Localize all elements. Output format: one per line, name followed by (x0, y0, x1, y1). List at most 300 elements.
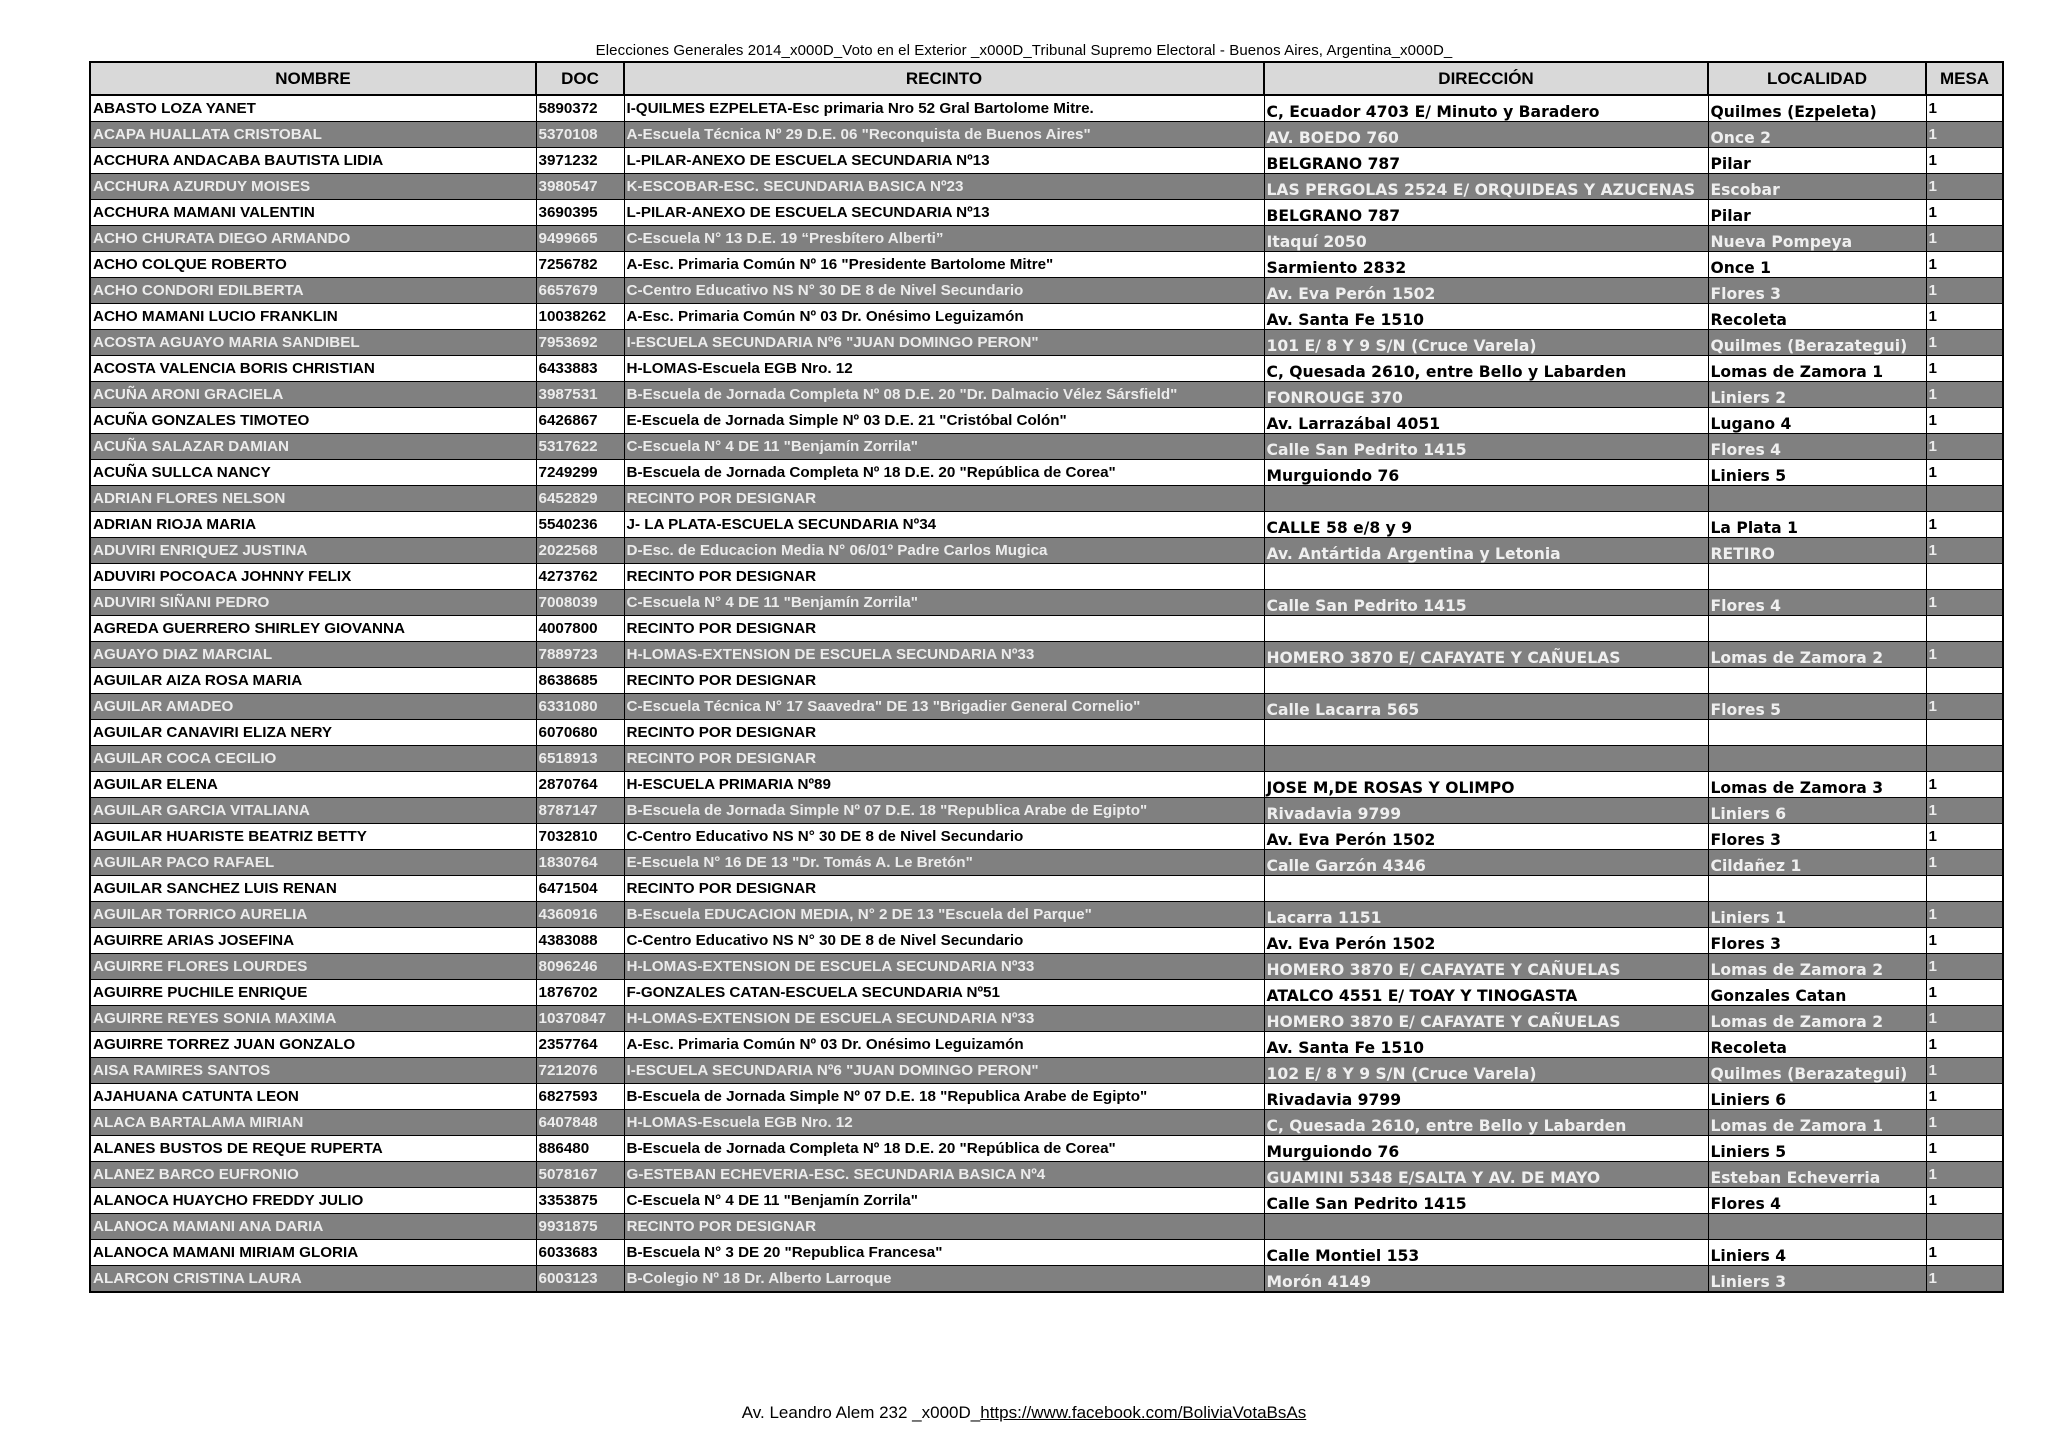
cell-mesa (1926, 616, 2003, 642)
cell-nombre: AGUILAR GARCIA VITALIANA (90, 798, 536, 824)
cell-nombre: AGUIRRE TORREZ JUAN GONZALO (90, 1032, 536, 1058)
cell-mesa: 1 (1926, 1110, 2003, 1136)
cell-direccion: Av. Eva Perón 1502 (1264, 824, 1708, 850)
cell-nombre: AGUIRRE PUCHILE ENRIQUE (90, 980, 536, 1006)
cell-recinto: C-Centro Educativo NS N° 30 DE 8 de Nivel Secundario (624, 928, 1264, 954)
cell-direccion: Av. Antártida Argentina y Letonia (1264, 538, 1708, 564)
cell-recinto: L-PILAR-ANEXO DE ESCUELA SECUNDARIA Nº13 (624, 148, 1264, 174)
cell-nombre: ADRIAN RIOJA MARIA (90, 512, 536, 538)
cell-localidad: Flores 3 (1708, 824, 1926, 850)
cell-mesa: 1 (1926, 1084, 2003, 1110)
cell-doc: 6433883 (536, 356, 624, 382)
cell-localidad: Flores 4 (1708, 1188, 1926, 1214)
cell-doc: 6331080 (536, 694, 624, 720)
column-header-recinto: RECINTO (624, 62, 1264, 95)
cell-recinto: H-LOMAS-EXTENSION DE ESCUELA SECUNDARIA Nº33 (624, 954, 1264, 980)
table-row (90, 226, 2003, 252)
cell-nombre: AGUIRRE REYES SONIA MAXIMA (90, 1006, 536, 1032)
cell-mesa: 1 (1926, 1136, 2003, 1162)
table-row (90, 408, 2003, 434)
cell-direccion (1264, 1214, 1708, 1240)
cell-localidad: Liniers 6 (1708, 1084, 1926, 1110)
cell-direccion: C, Quesada 2610, entre Bello y Labarden (1264, 356, 1708, 382)
cell-doc: 1876702 (536, 980, 624, 1006)
cell-localidad: Nueva Pompeya (1708, 226, 1926, 252)
cell-doc: 1830764 (536, 850, 624, 876)
column-header-nombre: NOMBRE (90, 62, 536, 95)
cell-recinto: RECINTO POR DESIGNAR (624, 720, 1264, 746)
cell-nombre: AGUIRRE ARIAS JOSEFINA (90, 928, 536, 954)
cell-direccion: Av. Larrazábal 4051 (1264, 408, 1708, 434)
table-row (90, 1162, 2003, 1188)
cell-mesa: 1 (1926, 278, 2003, 304)
cell-mesa: 1 (1926, 1240, 2003, 1266)
cell-mesa: 1 (1926, 538, 2003, 564)
cell-nombre: ACUÑA SULLCA NANCY (90, 460, 536, 486)
cell-nombre: AGUILAR AIZA ROSA MARIA (90, 668, 536, 694)
table-row (90, 356, 2003, 382)
cell-nombre: ADRIAN FLORES NELSON (90, 486, 536, 512)
cell-direccion: Itaquí 2050 (1264, 226, 1708, 252)
cell-doc: 3980547 (536, 174, 624, 200)
cell-direccion: Calle Garzón 4346 (1264, 850, 1708, 876)
table-row (90, 1188, 2003, 1214)
table-row (90, 330, 2003, 356)
cell-localidad: Esteban Echeverria (1708, 1162, 1926, 1188)
cell-mesa (1926, 1214, 2003, 1240)
cell-nombre: ADUVIRI SIÑANI PEDRO (90, 590, 536, 616)
cell-recinto: C-Centro Educativo NS N° 30 DE 8 de Nivel Secundario (624, 824, 1264, 850)
cell-mesa: 1 (1926, 954, 2003, 980)
cell-doc: 4360916 (536, 902, 624, 928)
table-row (90, 1240, 2003, 1266)
cell-mesa: 1 (1926, 512, 2003, 538)
cell-nombre: ACUÑA ARONI GRACIELA (90, 382, 536, 408)
table-row (90, 954, 2003, 980)
cell-nombre: AGUAYO DIAZ MARCIAL (90, 642, 536, 668)
cell-localidad: La Plata 1 (1708, 512, 1926, 538)
cell-direccion (1264, 564, 1708, 590)
cell-mesa: 1 (1926, 694, 2003, 720)
cell-mesa (1926, 668, 2003, 694)
table-row (90, 668, 2003, 694)
column-header-doc: DOC (536, 62, 624, 95)
cell-direccion: Rivadavia 9799 (1264, 798, 1708, 824)
cell-localidad: Gonzales Catan (1708, 980, 1926, 1006)
cell-direccion: GUAMINI 5348 E/SALTA Y AV. DE MAYO (1264, 1162, 1708, 1188)
cell-direccion: Rivadavia 9799 (1264, 1084, 1708, 1110)
table-row (90, 694, 2003, 720)
cell-mesa: 1 (1926, 226, 2003, 252)
cell-direccion: AV. BOEDO 760 (1264, 122, 1708, 148)
cell-recinto: I-ESCUELA SECUNDARIA Nº6 "JUAN DOMINGO PERON" (624, 330, 1264, 356)
cell-direccion (1264, 486, 1708, 512)
table-body (90, 95, 2003, 1292)
table-row (90, 746, 2003, 772)
table-row (90, 1084, 2003, 1110)
cell-recinto: E-Escuela de Jornada Simple Nº 03 D.E. 21 "Cristóbal Colón" (624, 408, 1264, 434)
cell-mesa: 1 (1926, 1058, 2003, 1084)
cell-doc: 7953692 (536, 330, 624, 356)
table-row (90, 122, 2003, 148)
cell-localidad: Lomas de Zamora 2 (1708, 954, 1926, 980)
table-row (90, 278, 2003, 304)
table-row (90, 95, 2003, 122)
cell-doc: 3690395 (536, 200, 624, 226)
cell-nombre: AGREDA GUERRERO SHIRLEY GIOVANNA (90, 616, 536, 642)
cell-recinto: F-GONZALES CATAN-ESCUELA SECUNDARIA Nº51 (624, 980, 1264, 1006)
cell-mesa: 1 (1926, 902, 2003, 928)
cell-doc: 5370108 (536, 122, 624, 148)
cell-mesa: 1 (1926, 1006, 2003, 1032)
cell-direccion: LAS PERGOLAS 2524 E/ ORQUIDEAS Y AZUCENAS (1264, 174, 1708, 200)
cell-recinto: C-Escuela N° 13 D.E. 19 “Presbítero Alberti” (624, 226, 1264, 252)
table-row (90, 616, 2003, 642)
cell-nombre: ALANEZ BARCO EUFRONIO (90, 1162, 536, 1188)
cell-localidad: Flores 4 (1708, 434, 1926, 460)
cell-nombre: AGUILAR TORRICO AURELIA (90, 902, 536, 928)
cell-nombre: ALANES BUSTOS DE REQUE RUPERTA (90, 1136, 536, 1162)
cell-recinto: A-Escuela Técnica Nº 29 D.E. 06 "Reconquista de Buenos Aires" (624, 122, 1264, 148)
cell-doc: 6518913 (536, 746, 624, 772)
table-row (90, 460, 2003, 486)
cell-doc: 6827593 (536, 1084, 624, 1110)
cell-doc: 6471504 (536, 876, 624, 902)
cell-direccion (1264, 668, 1708, 694)
cell-recinto: H-LOMAS-EXTENSION DE ESCUELA SECUNDARIA Nº33 (624, 642, 1264, 668)
cell-doc: 6070680 (536, 720, 624, 746)
cell-mesa: 1 (1926, 382, 2003, 408)
cell-localidad: RETIRO (1708, 538, 1926, 564)
cell-recinto: E-Escuela N° 16 DE 13 "Dr. Tomás A. Le Bretón" (624, 850, 1264, 876)
cell-doc: 2357764 (536, 1032, 624, 1058)
cell-direccion: BELGRANO 787 (1264, 200, 1708, 226)
cell-nombre: ALARCON CRISTINA LAURA (90, 1266, 536, 1293)
cell-recinto: C-Escuela N° 4 DE 11 "Benjamín Zorrila" (624, 1188, 1264, 1214)
cell-doc: 6657679 (536, 278, 624, 304)
cell-doc: 7249299 (536, 460, 624, 486)
cell-direccion: ATALCO 4551 E/ TOAY Y TINOGASTA (1264, 980, 1708, 1006)
cell-mesa: 1 (1926, 798, 2003, 824)
cell-localidad: Escobar (1708, 174, 1926, 200)
cell-nombre: ACCHURA AZURDUY MOISES (90, 174, 536, 200)
cell-direccion: Av. Santa Fe 1510 (1264, 1032, 1708, 1058)
cell-recinto: B-Escuela de Jornada Completa Nº 18 D.E. 20 "República de Corea" (624, 1136, 1264, 1162)
table-row (90, 564, 2003, 590)
column-header-direccion: DIRECCIÓN (1264, 62, 1708, 95)
cell-recinto: RECINTO POR DESIGNAR (624, 876, 1264, 902)
cell-localidad (1708, 1214, 1926, 1240)
cell-nombre: ALANOCA MAMANI MIRIAM GLORIA (90, 1240, 536, 1266)
cell-recinto: C-Escuela N° 4 DE 11 "Benjamín Zorrila" (624, 434, 1264, 460)
cell-localidad: Liniers 1 (1708, 902, 1926, 928)
cell-mesa: 1 (1926, 200, 2003, 226)
cell-recinto: K-ESCOBAR-ESC. SECUNDARIA BASICA Nº23 (624, 174, 1264, 200)
cell-doc: 7212076 (536, 1058, 624, 1084)
cell-recinto: A-Esc. Primaria Común Nº 16 "Presidente Bartolome Mitre" (624, 252, 1264, 278)
table-row (90, 1006, 2003, 1032)
cell-localidad: Lomas de Zamora 3 (1708, 772, 1926, 798)
cell-mesa (1926, 564, 2003, 590)
cell-localidad: Liniers 4 (1708, 1240, 1926, 1266)
cell-localidad: Flores 5 (1708, 694, 1926, 720)
cell-recinto: B-Escuela N° 3 DE 20 "Republica Francesa" (624, 1240, 1264, 1266)
cell-doc: 6033683 (536, 1240, 624, 1266)
cell-doc: 9499665 (536, 226, 624, 252)
table-row (90, 252, 2003, 278)
cell-doc: 5078167 (536, 1162, 624, 1188)
cell-nombre: ALACA BARTALAMA MIRIAN (90, 1110, 536, 1136)
cell-mesa: 1 (1926, 122, 2003, 148)
cell-localidad (1708, 876, 1926, 902)
table-row (90, 798, 2003, 824)
cell-recinto: B-Escuela de Jornada Completa Nº 08 D.E. 20 "Dr. Dalmacio Vélez Sársfield" (624, 382, 1264, 408)
cell-nombre: ADUVIRI POCOACA JOHNNY FELIX (90, 564, 536, 590)
cell-recinto: RECINTO POR DESIGNAR (624, 746, 1264, 772)
cell-direccion (1264, 720, 1708, 746)
cell-recinto: I-QUILMES EZPELETA-Esc primaria Nro 52 Gral Bartolome Mitre. (624, 95, 1264, 122)
page-footer (0, 1403, 2048, 1423)
cell-localidad: Quilmes (Berazategui) (1708, 330, 1926, 356)
cell-nombre: ACAPA HUALLATA CRISTOBAL (90, 122, 536, 148)
cell-doc: 9931875 (536, 1214, 624, 1240)
cell-nombre: ACHO COLQUE ROBERTO (90, 252, 536, 278)
voter-table (89, 61, 2004, 1293)
cell-mesa: 1 (1926, 304, 2003, 330)
cell-nombre: AGUILAR PACO RAFAEL (90, 850, 536, 876)
cell-recinto: H-LOMAS-Escuela EGB Nro. 12 (624, 356, 1264, 382)
cell-localidad: Once 1 (1708, 252, 1926, 278)
cell-localidad: Pilar (1708, 148, 1926, 174)
cell-direccion (1264, 616, 1708, 642)
cell-nombre: AGUILAR COCA CECILIO (90, 746, 536, 772)
facebook-link[interactable]: https://www.facebook.com/BoliviaVotaBsAs (980, 1403, 1307, 1422)
cell-doc: 7032810 (536, 824, 624, 850)
cell-recinto: H-LOMAS-Escuela EGB Nro. 12 (624, 1110, 1264, 1136)
cell-mesa: 1 (1926, 356, 2003, 382)
cell-doc: 10370847 (536, 1006, 624, 1032)
cell-recinto: B-Colegio Nº 18 Dr. Alberto Larroque (624, 1266, 1264, 1293)
table-row (90, 174, 2003, 200)
table-row (90, 512, 2003, 538)
cell-mesa: 1 (1926, 148, 2003, 174)
table-row (90, 1266, 2003, 1293)
cell-nombre: ACUÑA SALAZAR DAMIAN (90, 434, 536, 460)
cell-mesa: 1 (1926, 1188, 2003, 1214)
cell-mesa: 1 (1926, 928, 2003, 954)
cell-nombre: AGUILAR HUARISTE BEATRIZ BETTY (90, 824, 536, 850)
cell-doc: 6426867 (536, 408, 624, 434)
cell-doc: 6003123 (536, 1266, 624, 1293)
cell-localidad (1708, 616, 1926, 642)
cell-localidad: Once 2 (1708, 122, 1926, 148)
cell-doc: 8638685 (536, 668, 624, 694)
cell-nombre: AGUILAR SANCHEZ LUIS RENAN (90, 876, 536, 902)
cell-nombre: ACHO CHURATA DIEGO ARMANDO (90, 226, 536, 252)
cell-mesa (1926, 720, 2003, 746)
cell-mesa: 1 (1926, 1032, 2003, 1058)
cell-nombre: ABASTO LOZA YANET (90, 95, 536, 122)
cell-direccion: Av. Santa Fe 1510 (1264, 304, 1708, 330)
table-row (90, 538, 2003, 564)
table-row (90, 1214, 2003, 1240)
table-row (90, 304, 2003, 330)
table-row (90, 902, 2003, 928)
table-row (90, 486, 2003, 512)
cell-localidad: Liniers 6 (1708, 798, 1926, 824)
cell-recinto: RECINTO POR DESIGNAR (624, 564, 1264, 590)
cell-localidad: Quilmes (Ezpeleta) (1708, 95, 1926, 122)
cell-doc: 5540236 (536, 512, 624, 538)
cell-recinto: A-Esc. Primaria Común Nº 03 Dr. Onésimo Leguizamón (624, 304, 1264, 330)
cell-recinto: H-ESCUELA PRIMARIA Nº89 (624, 772, 1264, 798)
cell-doc: 7256782 (536, 252, 624, 278)
cell-direccion: HOMERO 3870 E/ CAFAYATE Y CAÑUELAS (1264, 954, 1708, 980)
cell-nombre: ALANOCA HUAYCHO FREDDY JULIO (90, 1188, 536, 1214)
cell-mesa (1926, 746, 2003, 772)
cell-doc: 7008039 (536, 590, 624, 616)
table-row (90, 980, 2003, 1006)
cell-doc: 8787147 (536, 798, 624, 824)
footer-address: Av. Leandro Alem 232 _x000D_ (741, 1403, 981, 1422)
cell-nombre: ACCHURA MAMANI VALENTIN (90, 200, 536, 226)
cell-direccion: Calle Lacarra 565 (1264, 694, 1708, 720)
cell-recinto: B-Escuela de Jornada Completa Nº 18 D.E. 20 "República de Corea" (624, 460, 1264, 486)
cell-localidad: Quilmes (Berazategui) (1708, 1058, 1926, 1084)
cell-nombre: ACHO MAMANI LUCIO FRANKLIN (90, 304, 536, 330)
cell-nombre: ACUÑA GONZALES TIMOTEO (90, 408, 536, 434)
cell-localidad (1708, 668, 1926, 694)
cell-direccion: Sarmiento 2832 (1264, 252, 1708, 278)
cell-nombre: AGUILAR CANAVIRI ELIZA NERY (90, 720, 536, 746)
table-row (90, 928, 2003, 954)
cell-localidad: Liniers 5 (1708, 1136, 1926, 1162)
cell-mesa: 1 (1926, 434, 2003, 460)
cell-mesa: 1 (1926, 980, 2003, 1006)
cell-nombre: ADUVIRI ENRIQUEZ JUSTINA (90, 538, 536, 564)
cell-mesa: 1 (1926, 330, 2003, 356)
cell-localidad: Flores 3 (1708, 928, 1926, 954)
table-row (90, 1058, 2003, 1084)
cell-localidad (1708, 564, 1926, 590)
cell-doc: 6407848 (536, 1110, 624, 1136)
cell-direccion: C, Quesada 2610, entre Bello y Labarden (1264, 1110, 1708, 1136)
cell-direccion: Calle San Pedrito 1415 (1264, 590, 1708, 616)
cell-recinto: C-Escuela N° 4 DE 11 "Benjamín Zorrila" (624, 590, 1264, 616)
table-row (90, 1110, 2003, 1136)
cell-localidad: Cildañez 1 (1708, 850, 1926, 876)
cell-recinto: D-Esc. de Educacion Media N° 06/01º Padre Carlos Mugica (624, 538, 1264, 564)
cell-localidad: Lugano 4 (1708, 408, 1926, 434)
cell-localidad (1708, 746, 1926, 772)
cell-recinto: J- LA PLATA-ESCUELA SECUNDARIA Nº34 (624, 512, 1264, 538)
cell-nombre: ALANOCA MAMANI ANA DARIA (90, 1214, 536, 1240)
cell-nombre: AJAHUANA CATUNTA LEON (90, 1084, 536, 1110)
cell-direccion: JOSE M,DE ROSAS Y OLIMPO (1264, 772, 1708, 798)
table-row (90, 590, 2003, 616)
table-row (90, 1032, 2003, 1058)
cell-recinto: G-ESTEBAN ECHEVERIA-ESC. SECUNDARIA BASICA Nº4 (624, 1162, 1264, 1188)
cell-recinto: B-Escuela EDUCACION MEDIA, N° 2 DE 13 "Escuela del Parque" (624, 902, 1264, 928)
cell-doc: 4007800 (536, 616, 624, 642)
cell-localidad (1708, 720, 1926, 746)
cell-mesa: 1 (1926, 824, 2003, 850)
cell-doc: 3353875 (536, 1188, 624, 1214)
cell-localidad: Liniers 5 (1708, 460, 1926, 486)
cell-nombre: ACHO CONDORI EDILBERTA (90, 278, 536, 304)
document-title: Elecciones Generales 2014_x000D_Voto en el Exterior _x000D_Tribunal Supremo Electoral - Buenos Aires, Argentina_x000D_ (595, 42, 1453, 59)
cell-direccion: FONROUGE 370 (1264, 382, 1708, 408)
cell-direccion: CALLE 58 e/8 y 9 (1264, 512, 1708, 538)
table-row (90, 850, 2003, 876)
cell-direccion (1264, 746, 1708, 772)
cell-nombre: AISA RAMIRES SANTOS (90, 1058, 536, 1084)
cell-direccion: HOMERO 3870 E/ CAFAYATE Y CAÑUELAS (1264, 642, 1708, 668)
cell-nombre: ACOSTA VALENCIA BORIS CHRISTIAN (90, 356, 536, 382)
cell-localidad: Liniers 3 (1708, 1266, 1926, 1293)
cell-recinto: RECINTO POR DESIGNAR (624, 668, 1264, 694)
cell-mesa: 1 (1926, 1162, 2003, 1188)
cell-doc: 7889723 (536, 642, 624, 668)
table-row (90, 642, 2003, 668)
cell-nombre: ACOSTA AGUAYO MARIA SANDIBEL (90, 330, 536, 356)
cell-direccion: Av. Eva Perón 1502 (1264, 278, 1708, 304)
table-row (90, 200, 2003, 226)
cell-direccion: Murguiondo 76 (1264, 1136, 1708, 1162)
table-row (90, 434, 2003, 460)
cell-mesa: 1 (1926, 850, 2003, 876)
cell-localidad: Pilar (1708, 200, 1926, 226)
table-row (90, 772, 2003, 798)
cell-doc: 3987531 (536, 382, 624, 408)
cell-direccion: Av. Eva Perón 1502 (1264, 928, 1708, 954)
table-row (90, 720, 2003, 746)
cell-direccion (1264, 876, 1708, 902)
cell-nombre: AGUIRRE FLORES LOURDES (90, 954, 536, 980)
cell-direccion: BELGRANO 787 (1264, 148, 1708, 174)
cell-localidad (1708, 486, 1926, 512)
cell-localidad: Lomas de Zamora 2 (1708, 1006, 1926, 1032)
cell-mesa: 1 (1926, 590, 2003, 616)
cell-mesa: 1 (1926, 1266, 2003, 1293)
cell-mesa: 1 (1926, 408, 2003, 434)
table-row (90, 148, 2003, 174)
cell-direccion: Calle Montiel 153 (1264, 1240, 1708, 1266)
cell-doc: 2022568 (536, 538, 624, 564)
cell-doc: 10038262 (536, 304, 624, 330)
cell-recinto: A-Esc. Primaria Común Nº 03 Dr. Onésimo Leguizamón (624, 1032, 1264, 1058)
cell-localidad: Recoleta (1708, 1032, 1926, 1058)
cell-recinto: C-Escuela Técnica N° 17 Saavedra" DE 13 "Brigadier General Cornelio" (624, 694, 1264, 720)
cell-recinto: I-ESCUELA SECUNDARIA Nº6 "JUAN DOMINGO PERON" (624, 1058, 1264, 1084)
cell-doc: 5890372 (536, 95, 624, 122)
cell-mesa (1926, 486, 2003, 512)
cell-direccion: 101 E/ 8 Y 9 S/N (Cruce Varela) (1264, 330, 1708, 356)
cell-doc: 4383088 (536, 928, 624, 954)
cell-doc: 5317622 (536, 434, 624, 460)
cell-recinto: H-LOMAS-EXTENSION DE ESCUELA SECUNDARIA Nº33 (624, 1006, 1264, 1032)
cell-recinto: RECINTO POR DESIGNAR (624, 1214, 1264, 1240)
cell-localidad: Liniers 2 (1708, 382, 1926, 408)
cell-recinto: B-Escuela de Jornada Simple Nº 07 D.E. 18 "Republica Arabe de Egipto" (624, 798, 1264, 824)
cell-mesa (1926, 876, 2003, 902)
table-header-row (90, 62, 2003, 95)
cell-doc: 3971232 (536, 148, 624, 174)
cell-mesa: 1 (1926, 174, 2003, 200)
cell-recinto: RECINTO POR DESIGNAR (624, 486, 1264, 512)
cell-direccion: C, Ecuador 4703 E/ Minuto y Baradero (1264, 95, 1708, 122)
cell-mesa: 1 (1926, 460, 2003, 486)
